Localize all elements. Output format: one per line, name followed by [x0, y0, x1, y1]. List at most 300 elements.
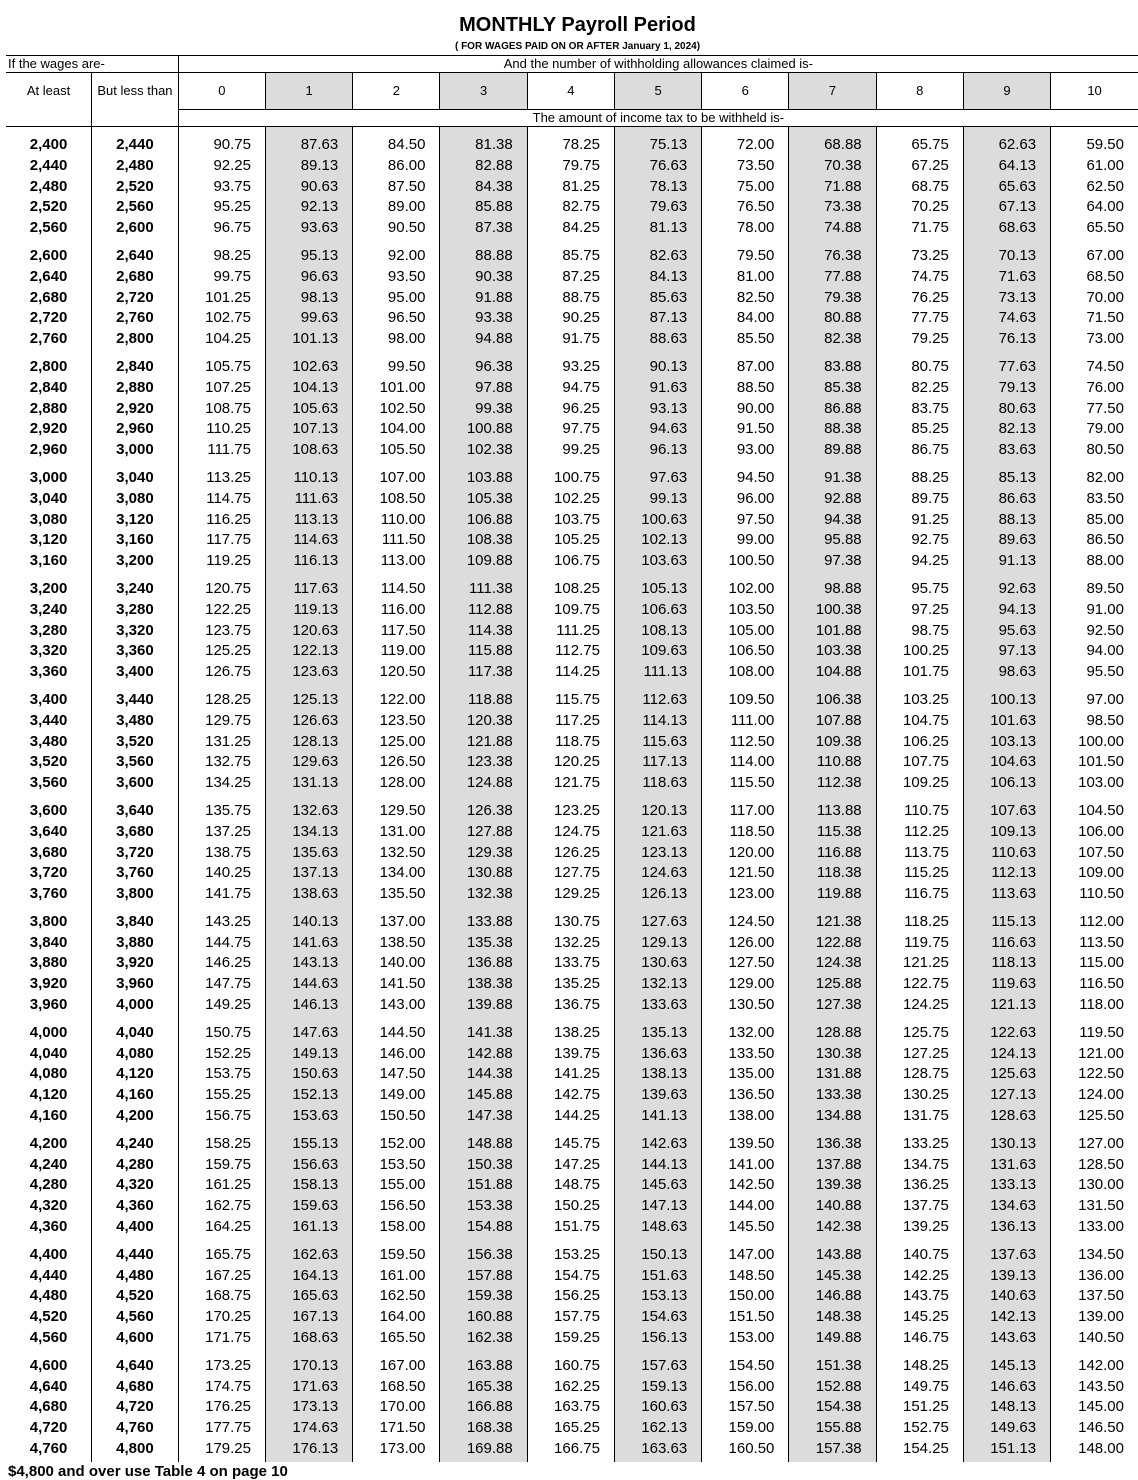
tax-amount: 153.25 [527, 1238, 614, 1266]
tax-amount: 83.63 [963, 440, 1050, 461]
tax-amount: 130.38 [789, 1044, 876, 1065]
tax-amount: 77.50 [1051, 399, 1138, 420]
tax-amount: 65.63 [963, 177, 1050, 198]
tax-amount: 127.00 [1051, 1127, 1138, 1155]
tax-amount: 115.50 [702, 773, 789, 794]
tax-amount: 155.13 [266, 1127, 353, 1155]
tax-amount: 76.63 [614, 156, 701, 177]
tax-amount: 171.75 [178, 1328, 265, 1349]
wage-at-least: 4,080 [29, 1065, 68, 1083]
tax-amount: 117.25 [527, 711, 614, 732]
tax-amount: 154.25 [876, 1439, 963, 1462]
tax-amount: 130.25 [876, 1085, 963, 1106]
table-row [6, 933, 1138, 954]
tax-amount: 132.13 [614, 974, 701, 995]
allowance-column-header: 0 [178, 73, 265, 110]
tax-amount: 91.50 [702, 419, 789, 440]
tax-amount: 85.38 [789, 378, 876, 399]
tax-amount: 150.38 [440, 1155, 527, 1176]
tax-amount: 125.75 [876, 1016, 963, 1044]
wage-less-than: 2,640 [92, 239, 179, 267]
tax-amount: 73.25 [876, 239, 963, 267]
tax-amount: 164.13 [266, 1266, 353, 1287]
header-spacer [6, 110, 92, 127]
tax-amount: 67.00 [1051, 239, 1138, 267]
tax-amount: 73.13 [963, 288, 1050, 309]
tax-amount: 98.88 [789, 572, 876, 600]
wage-at-least: 2,920 [29, 420, 68, 438]
tax-amount: 156.00 [702, 1377, 789, 1398]
tax-amount: 127.88 [440, 822, 527, 843]
tax-amount: 96.38 [440, 350, 527, 378]
table-row [6, 953, 1138, 974]
tax-amount: 129.75 [178, 711, 265, 732]
tax-amount: 148.25 [876, 1349, 963, 1377]
tax-amount: 162.38 [440, 1328, 527, 1349]
tax-amount: 113.25 [178, 461, 265, 489]
tax-amount: 148.38 [789, 1307, 876, 1328]
tax-amount: 123.50 [353, 711, 440, 732]
tax-amount: 109.88 [440, 551, 527, 572]
wage-less-than: 2,880 [92, 378, 179, 399]
tax-amount: 102.25 [527, 489, 614, 510]
tax-amount: 110.50 [1051, 884, 1138, 905]
tax-amount: 113.13 [266, 510, 353, 531]
tax-amount: 145.00 [1051, 1397, 1138, 1418]
tax-amount: 78.00 [702, 218, 789, 239]
tax-amount: 147.38 [440, 1106, 527, 1127]
at-least-header: At least [6, 73, 92, 110]
tax-amount: 125.00 [353, 732, 440, 753]
tax-amount: 122.50 [1051, 1064, 1138, 1085]
tax-amount: 103.25 [876, 683, 963, 711]
tax-amount: 144.00 [702, 1196, 789, 1217]
tax-amount: 103.50 [702, 600, 789, 621]
tax-amount: 115.75 [527, 683, 614, 711]
wage-less-than: 3,680 [92, 822, 179, 843]
tax-amount: 174.75 [178, 1377, 265, 1398]
tax-amount: 93.75 [178, 177, 265, 198]
tax-amount: 121.50 [702, 863, 789, 884]
tax-amount: 154.75 [527, 1266, 614, 1287]
wage-at-least: 4,280 [29, 1176, 68, 1194]
tax-amount: 70.13 [963, 239, 1050, 267]
tax-amount: 83.75 [876, 399, 963, 420]
wages-header: If the wages are- [6, 56, 178, 73]
wage-less-than: 3,520 [92, 732, 179, 753]
tax-amount: 99.63 [266, 308, 353, 329]
tax-amount: 71.50 [1051, 308, 1138, 329]
tax-amount: 96.25 [527, 399, 614, 420]
tax-amount: 99.00 [702, 530, 789, 551]
tax-amount: 128.75 [876, 1064, 963, 1085]
tax-amount: 111.00 [702, 711, 789, 732]
tax-amount: 137.00 [353, 905, 440, 933]
tax-amount: 159.63 [266, 1196, 353, 1217]
tax-amount: 121.25 [876, 953, 963, 974]
tax-amount: 176.25 [178, 1397, 265, 1418]
tax-amount: 97.75 [527, 419, 614, 440]
tax-amount: 80.63 [963, 399, 1050, 420]
tax-amount: 106.63 [614, 600, 701, 621]
tax-amount: 94.50 [702, 461, 789, 489]
tax-amount: 126.63 [266, 711, 353, 732]
tax-amount: 99.50 [353, 350, 440, 378]
tax-amount: 124.13 [963, 1044, 1050, 1065]
tax-amount: 100.50 [702, 551, 789, 572]
tax-amount: 162.13 [614, 1418, 701, 1439]
tax-amount: 156.13 [614, 1328, 701, 1349]
tax-amount: 110.25 [178, 419, 265, 440]
tax-amount: 108.13 [614, 621, 701, 642]
tax-amount: 101.75 [876, 662, 963, 683]
tax-amount: 131.00 [353, 822, 440, 843]
tax-amount: 130.88 [440, 863, 527, 884]
tax-amount: 109.50 [702, 683, 789, 711]
tax-amount: 88.63 [614, 329, 701, 350]
tax-amount: 99.75 [178, 267, 265, 288]
tax-amount: 160.88 [440, 1307, 527, 1328]
tax-amount: 115.00 [1051, 953, 1138, 974]
table-row [6, 378, 1138, 399]
tax-amount: 141.75 [178, 884, 265, 905]
tax-amount: 160.50 [702, 1439, 789, 1462]
tax-amount: 137.75 [876, 1196, 963, 1217]
wage-less-than: 3,840 [92, 905, 179, 933]
tax-amount: 127.50 [702, 953, 789, 974]
tax-amount: 116.25 [178, 510, 265, 531]
tax-amount: 102.75 [178, 308, 265, 329]
tax-amount: 137.50 [1051, 1286, 1138, 1307]
tax-amount: 179.25 [178, 1439, 265, 1462]
tax-amount: 108.50 [353, 489, 440, 510]
tax-amount: 146.25 [178, 953, 265, 974]
tax-amount: 122.75 [876, 974, 963, 995]
tax-amount: 85.13 [963, 461, 1050, 489]
tax-amount: 80.88 [789, 308, 876, 329]
wage-at-least: 4,160 [29, 1107, 68, 1125]
tax-amount: 166.75 [527, 1439, 614, 1462]
tax-amount: 138.50 [353, 933, 440, 954]
tax-amount: 88.50 [702, 378, 789, 399]
tax-amount: 159.38 [440, 1286, 527, 1307]
tax-amount: 134.13 [266, 822, 353, 843]
tax-amount: 156.63 [266, 1155, 353, 1176]
tax-amount: 117.63 [266, 572, 353, 600]
wage-at-least: 2,440 [29, 156, 68, 174]
tax-amount: 74.75 [876, 267, 963, 288]
tax-amount: 132.38 [440, 884, 527, 905]
tax-amount: 152.13 [266, 1085, 353, 1106]
tax-amount: 173.13 [266, 1397, 353, 1418]
tax-amount: 141.50 [353, 974, 440, 995]
tax-amount: 116.63 [963, 933, 1050, 954]
tax-amount: 103.88 [440, 461, 527, 489]
tax-amount: 132.50 [353, 843, 440, 864]
tax-amount: 84.50 [353, 127, 440, 156]
tax-amount: 70.00 [1051, 288, 1138, 309]
tax-amount: 131.63 [963, 1155, 1050, 1176]
tax-amount: 157.63 [614, 1349, 701, 1377]
tax-amount: 95.13 [266, 239, 353, 267]
tax-amount: 79.38 [789, 288, 876, 309]
tax-amount: 138.75 [178, 843, 265, 864]
wage-less-than: 2,920 [92, 399, 179, 420]
tax-amount: 151.63 [614, 1266, 701, 1287]
tax-amount: 147.25 [527, 1155, 614, 1176]
table-row [6, 288, 1138, 309]
tax-amount: 145.50 [702, 1217, 789, 1238]
tax-amount: 149.13 [266, 1044, 353, 1065]
tax-amount: 168.38 [440, 1418, 527, 1439]
tax-amount: 62.63 [963, 127, 1050, 156]
tax-amount: 101.13 [266, 329, 353, 350]
tax-amount: 136.88 [440, 953, 527, 974]
table-row [6, 399, 1138, 420]
wage-at-least: 3,720 [29, 864, 68, 882]
tax-amount: 121.63 [614, 822, 701, 843]
tax-amount: 124.63 [614, 863, 701, 884]
tax-amount: 138.38 [440, 974, 527, 995]
tax-amount: 140.50 [1051, 1328, 1138, 1349]
tax-amount: 140.25 [178, 863, 265, 884]
tax-amount: 131.88 [789, 1064, 876, 1085]
tax-amount: 76.13 [963, 329, 1050, 350]
tax-amount: 100.88 [440, 419, 527, 440]
wage-at-least: 4,000 [29, 1023, 68, 1041]
wage-less-than: 3,080 [92, 489, 179, 510]
tax-amount: 95.00 [353, 288, 440, 309]
wage-less-than: 4,520 [92, 1286, 179, 1307]
tax-amount: 93.50 [353, 267, 440, 288]
table-row [6, 461, 1138, 489]
tax-amount: 122.25 [178, 600, 265, 621]
tax-amount: 118.63 [614, 773, 701, 794]
tax-amount: 111.63 [266, 489, 353, 510]
tax-amount: 86.75 [876, 440, 963, 461]
tax-amount: 96.50 [353, 308, 440, 329]
tax-amount: 151.38 [789, 1349, 876, 1377]
tax-amount: 161.25 [178, 1175, 265, 1196]
tax-amount: 137.88 [789, 1155, 876, 1176]
tax-amount: 100.38 [789, 600, 876, 621]
table-row [6, 239, 1138, 267]
tax-amount: 154.38 [789, 1397, 876, 1418]
tax-amount: 111.25 [527, 621, 614, 642]
table-row [6, 1397, 1138, 1418]
wage-less-than: 2,520 [92, 177, 179, 198]
wage-at-least: 4,200 [29, 1134, 68, 1152]
tax-amount: 98.13 [266, 288, 353, 309]
tax-amount: 87.13 [614, 308, 701, 329]
tax-amount: 118.50 [702, 822, 789, 843]
tax-amount: 96.00 [702, 489, 789, 510]
page-title: MONTHLY Payroll Period [459, 14, 696, 36]
tax-amount: 120.38 [440, 711, 527, 732]
tax-amount: 165.63 [266, 1286, 353, 1307]
wage-at-least: 3,440 [29, 711, 68, 729]
tax-amount: 143.88 [789, 1238, 876, 1266]
tax-amount: 117.13 [614, 752, 701, 773]
tax-amount: 149.63 [963, 1418, 1050, 1439]
tax-amount: 176.13 [266, 1439, 353, 1462]
tax-amount: 136.50 [702, 1085, 789, 1106]
wage-less-than: 4,280 [92, 1155, 179, 1176]
tax-amount: 142.50 [702, 1175, 789, 1196]
tax-amount: 156.50 [353, 1196, 440, 1217]
tax-amount: 114.00 [702, 752, 789, 773]
wage-less-than: 3,600 [92, 773, 179, 794]
tax-amount: 124.00 [1051, 1085, 1138, 1106]
tax-amount: 138.00 [702, 1106, 789, 1127]
wage-at-least: 3,560 [29, 774, 68, 792]
tax-amount: 90.50 [353, 218, 440, 239]
tax-amount: 150.25 [527, 1196, 614, 1217]
tax-amount: 112.13 [963, 863, 1050, 884]
tax-amount: 92.00 [353, 239, 440, 267]
tax-amount: 79.50 [702, 239, 789, 267]
tax-amount: 148.88 [440, 1127, 527, 1155]
tax-amount: 106.13 [963, 773, 1050, 794]
tax-amount: 143.00 [353, 995, 440, 1016]
table-row [6, 1016, 1138, 1044]
tax-amount: 134.63 [963, 1196, 1050, 1217]
wage-less-than: 3,000 [92, 440, 179, 461]
tax-amount: 147.75 [178, 974, 265, 995]
tax-amount: 135.13 [614, 1016, 701, 1044]
tax-amount: 150.75 [178, 1016, 265, 1044]
wage-at-least: 2,600 [29, 246, 68, 264]
tax-amount: 92.50 [1051, 621, 1138, 642]
tax-amount: 165.38 [440, 1377, 527, 1398]
tax-amount: 104.75 [876, 711, 963, 732]
tax-amount: 135.63 [266, 843, 353, 864]
table-row [6, 1175, 1138, 1196]
table-row [6, 995, 1138, 1016]
wage-at-least: 4,720 [29, 1419, 68, 1437]
wage-at-least: 4,760 [29, 1440, 68, 1458]
tax-amount: 94.13 [963, 600, 1050, 621]
tax-amount: 138.63 [266, 884, 353, 905]
tax-amount: 147.63 [266, 1016, 353, 1044]
tax-amount: 107.75 [876, 752, 963, 773]
tax-amount: 143.13 [266, 953, 353, 974]
column-header-row [6, 73, 1138, 110]
tax-amount: 138.25 [527, 1016, 614, 1044]
tax-amount: 164.00 [353, 1307, 440, 1328]
table-row [6, 1064, 1138, 1085]
tax-amount: 136.00 [1051, 1266, 1138, 1287]
wage-at-least: 3,400 [29, 690, 68, 708]
tax-amount: 123.75 [178, 621, 265, 642]
tax-amount: 99.25 [527, 440, 614, 461]
wage-at-least: 2,480 [29, 177, 68, 195]
tax-amount: 103.38 [789, 641, 876, 662]
tax-amount: 146.75 [876, 1328, 963, 1349]
page-subtitle: ( FOR WAGES PAID ON OR AFTER January 1, 2024) [454, 41, 701, 52]
tax-amount: 71.75 [876, 218, 963, 239]
wage-less-than: 2,440 [92, 127, 179, 156]
tax-amount: 98.00 [353, 329, 440, 350]
tax-amount: 87.50 [353, 177, 440, 198]
tax-amount: 112.50 [702, 732, 789, 753]
tax-amount: 61.00 [1051, 156, 1138, 177]
wage-less-than: 4,120 [92, 1064, 179, 1085]
tax-amount: 74.88 [789, 218, 876, 239]
table-row [6, 1307, 1138, 1328]
tax-amount: 163.88 [440, 1349, 527, 1377]
tax-amount: 105.25 [527, 530, 614, 551]
table-row [6, 1377, 1138, 1398]
tax-amount: 150.63 [266, 1064, 353, 1085]
tax-amount: 173.25 [178, 1349, 265, 1377]
tax-amount: 121.13 [963, 995, 1050, 1016]
tax-amount: 91.88 [440, 288, 527, 309]
table-row [6, 1044, 1138, 1065]
tax-amount: 102.38 [440, 440, 527, 461]
tax-amount: 107.88 [789, 711, 876, 732]
table-row [6, 308, 1138, 329]
wage-at-least: 3,760 [29, 885, 68, 903]
tax-amount: 95.75 [876, 572, 963, 600]
tax-amount: 97.63 [614, 461, 701, 489]
tax-amount: 148.75 [527, 1175, 614, 1196]
tax-amount: 113.88 [789, 794, 876, 822]
tax-amount: 159.13 [614, 1377, 701, 1398]
tax-amount: 92.25 [178, 156, 265, 177]
tax-amount: 144.63 [266, 974, 353, 995]
wage-at-least: 3,120 [29, 531, 68, 549]
tax-amount: 87.00 [702, 350, 789, 378]
tax-amount: 91.00 [1051, 600, 1138, 621]
wage-less-than: 4,440 [92, 1238, 179, 1266]
tax-amount: 142.00 [1051, 1349, 1138, 1377]
table-row [6, 1155, 1138, 1176]
tax-amount: 89.75 [876, 489, 963, 510]
table-row [6, 510, 1138, 531]
wage-less-than: 2,560 [92, 197, 179, 218]
tax-amount: 157.38 [789, 1439, 876, 1462]
tax-amount: 136.38 [789, 1127, 876, 1155]
tax-amount: 142.88 [440, 1044, 527, 1065]
tax-amount: 88.75 [527, 288, 614, 309]
wage-at-least: 3,600 [29, 801, 68, 819]
tax-amount: 162.75 [178, 1196, 265, 1217]
allowance-column-header: 10 [1051, 73, 1138, 110]
wage-less-than: 3,920 [92, 953, 179, 974]
tax-amount: 106.25 [876, 732, 963, 753]
wage-less-than: 3,400 [92, 662, 179, 683]
table-row [6, 267, 1138, 288]
tax-amount: 82.75 [527, 197, 614, 218]
tax-amount: 137.13 [266, 863, 353, 884]
tax-amount: 147.13 [614, 1196, 701, 1217]
tax-amount: 158.00 [353, 1217, 440, 1238]
tax-amount: 106.75 [527, 551, 614, 572]
tax-amount: 97.50 [702, 510, 789, 531]
tax-amount: 70.25 [876, 197, 963, 218]
tax-amount: 143.50 [1051, 1377, 1138, 1398]
wage-less-than: 4,720 [92, 1397, 179, 1418]
tax-amount: 146.13 [266, 995, 353, 1016]
wage-less-than: 2,840 [92, 350, 179, 378]
table-row [6, 773, 1138, 794]
tax-amount: 73.38 [789, 197, 876, 218]
header-spacer [92, 110, 179, 127]
tax-amount: 123.63 [266, 662, 353, 683]
tax-amount: 142.75 [527, 1085, 614, 1106]
tax-amount: 85.75 [527, 239, 614, 267]
